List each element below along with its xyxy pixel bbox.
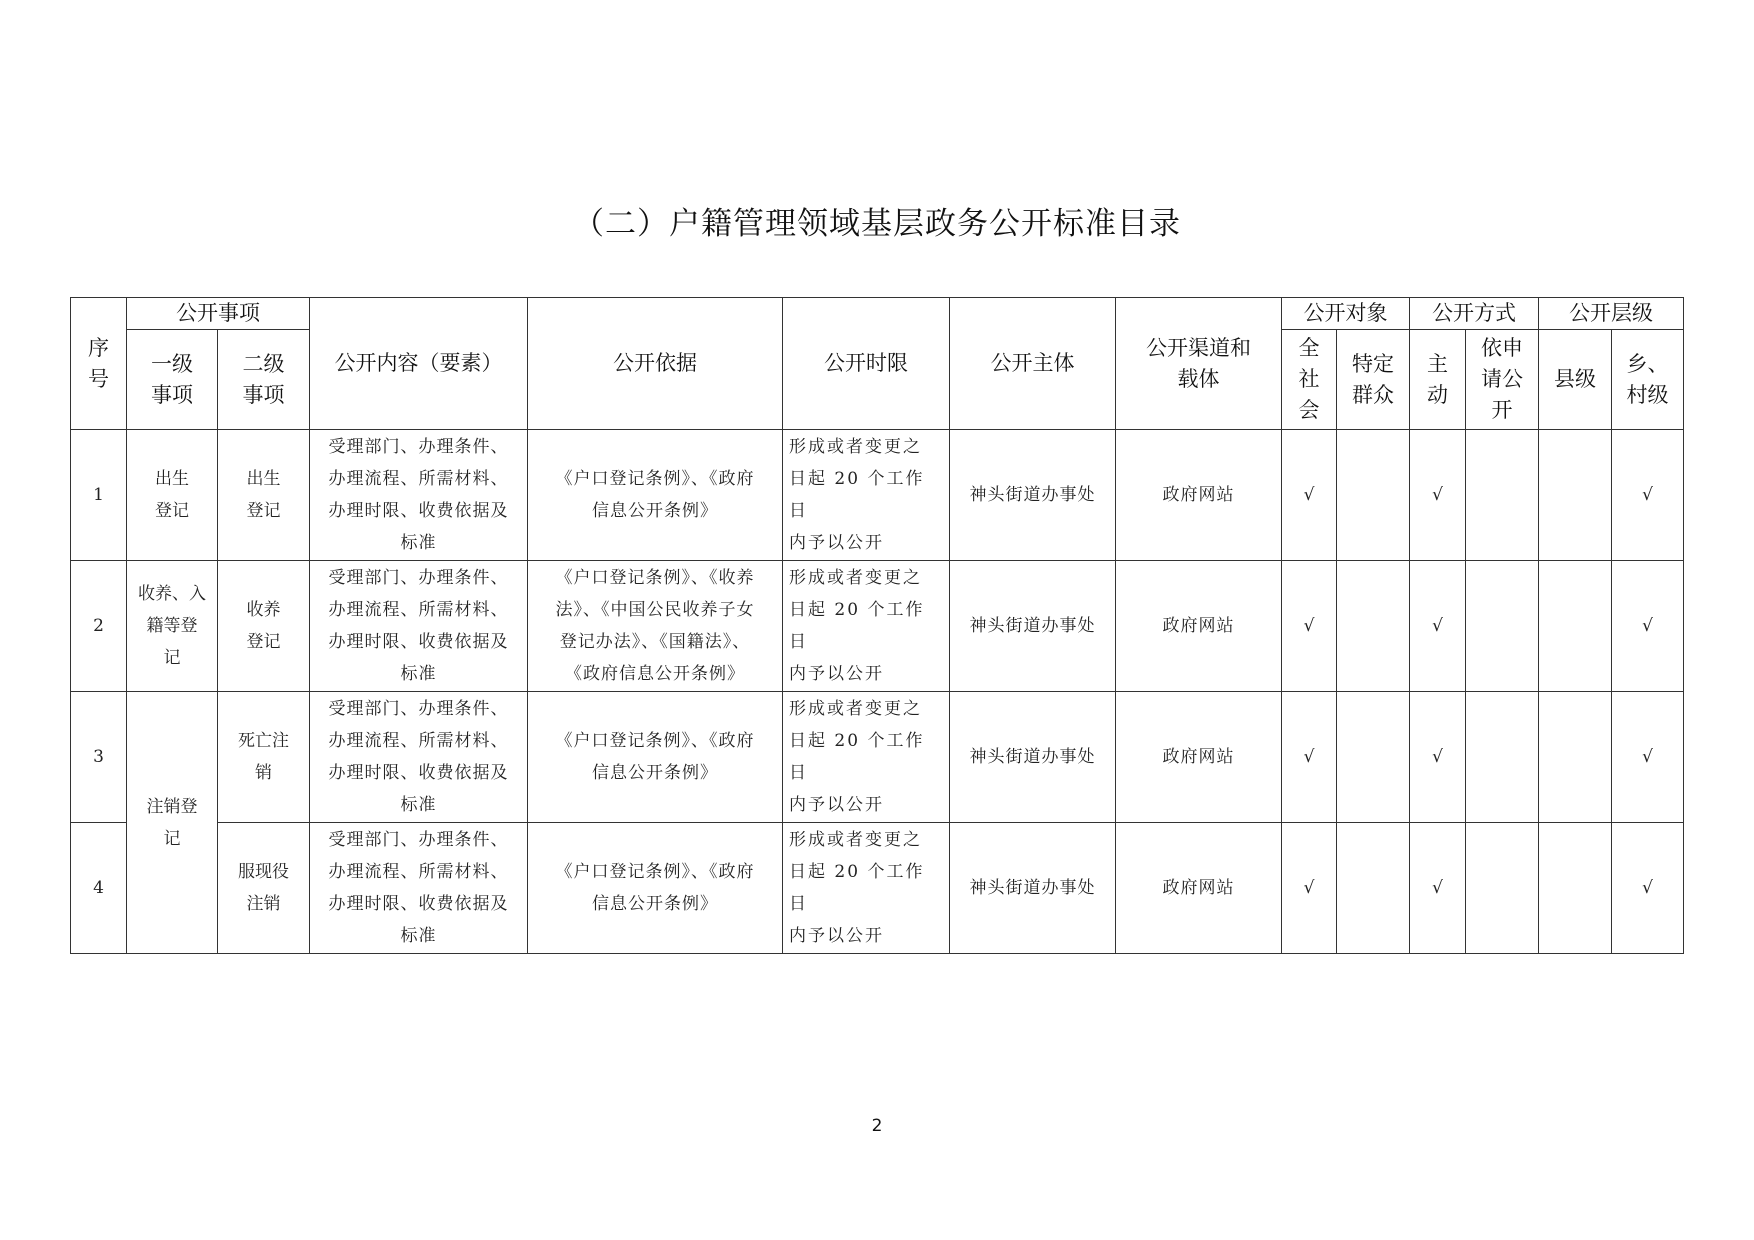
header-content: 公开内容（要素） (310, 298, 528, 430)
cell-level2: 出生 登记 (218, 430, 310, 561)
check-mark: √ (1282, 430, 1337, 561)
cell-content: 受理部门、办理条件、 办理流程、所需材料、 办理时限、收费依据及 标准 (310, 823, 528, 954)
page-title: （二）户籍管理领域基层政务公开标准目录 (573, 206, 1181, 242)
header-level2: 二级 事项 (218, 330, 310, 430)
cell-basis: 《户口登记条例》、《政府 信息公开条例》 (528, 823, 783, 954)
cell-level2: 服现役 注销 (218, 823, 310, 954)
cell-on-request (1466, 823, 1539, 954)
header-row-1 (71, 298, 1684, 330)
cell-on-request (1466, 561, 1539, 692)
header-specific: 特定 群众 (1337, 330, 1410, 430)
cell-content: 受理部门、办理条件、 办理流程、所需材料、 办理时限、收费依据及 标准 (310, 692, 528, 823)
table-row (71, 561, 1684, 692)
header-level1: 一级 事项 (127, 330, 218, 430)
cell-subject: 神头街道办事处 (950, 430, 1116, 561)
cell-county (1539, 561, 1612, 692)
cell-subject: 神头街道办事处 (950, 561, 1116, 692)
cell-level2: 死亡注 销 (218, 692, 310, 823)
cell-county (1539, 823, 1612, 954)
check-mark: √ (1282, 823, 1337, 954)
header-level: 公开层级 (1539, 298, 1684, 330)
cell-basis: 《户口登记条例》、《收养 法》、《中国公民收养子女 登记办法》、《国籍法》、 《政府信息公开条例》 (528, 561, 783, 692)
check-mark: √ (1282, 692, 1337, 823)
check-mark: √ (1410, 823, 1466, 954)
header-method: 公开方式 (1410, 298, 1539, 330)
cell-specific (1337, 430, 1410, 561)
cell-time-limit: 形成或者变更之 日起 20 个工作日 内予以公开 (783, 823, 950, 954)
cell-level1: 出生 登记 (127, 430, 218, 561)
cell-level1: 注销登 记 (127, 692, 218, 954)
header-target: 公开对象 (1282, 298, 1410, 330)
table-row (71, 430, 1684, 561)
header-on-request: 依申 请公 开 (1466, 330, 1539, 430)
cell-specific (1337, 561, 1410, 692)
cell-level1: 收养、入 籍等登 记 (127, 561, 218, 692)
cell-level2: 收养 登记 (218, 561, 310, 692)
check-mark: √ (1410, 430, 1466, 561)
cell-seq: 2 (71, 561, 127, 692)
check-mark: √ (1612, 692, 1684, 823)
cell-subject: 神头街道办事处 (950, 823, 1116, 954)
cell-basis: 《户口登记条例》、《政府 信息公开条例》 (528, 430, 783, 561)
header-active: 主 动 (1410, 330, 1466, 430)
cell-seq: 4 (71, 823, 127, 954)
table-row (71, 692, 1684, 823)
cell-channel: 政府网站 (1116, 692, 1282, 823)
cell-content: 受理部门、办理条件、 办理流程、所需材料、 办理时限、收费依据及 标准 (310, 561, 528, 692)
header-whole-society: 全 社 会 (1282, 330, 1337, 430)
cell-on-request (1466, 430, 1539, 561)
check-mark: √ (1282, 561, 1337, 692)
cell-content: 受理部门、办理条件、 办理流程、所需材料、 办理时限、收费依据及 标准 (310, 430, 528, 561)
header-seq: 序 号 (71, 298, 127, 430)
cell-county (1539, 692, 1612, 823)
check-mark: √ (1612, 823, 1684, 954)
cell-specific (1337, 692, 1410, 823)
header-subject: 公开主体 (950, 298, 1116, 430)
header-county: 县级 (1539, 330, 1612, 430)
header-township: 乡、 村级 (1612, 330, 1684, 430)
cell-basis: 《户口登记条例》、《政府 信息公开条例》 (528, 692, 783, 823)
cell-seq: 3 (71, 692, 127, 823)
header-channel: 公开渠道和 载体 (1116, 298, 1282, 430)
check-mark: √ (1612, 561, 1684, 692)
cell-subject: 神头街道办事处 (950, 692, 1116, 823)
check-mark: √ (1410, 692, 1466, 823)
cell-seq: 1 (71, 430, 127, 561)
page-number: 2 (871, 1116, 883, 1136)
cell-channel: 政府网站 (1116, 561, 1282, 692)
table-row (71, 823, 1684, 954)
cell-channel: 政府网站 (1116, 430, 1282, 561)
cell-county (1539, 430, 1612, 561)
cell-specific (1337, 823, 1410, 954)
cell-channel: 政府网站 (1116, 823, 1282, 954)
header-basis: 公开依据 (528, 298, 783, 430)
header-time-limit: 公开时限 (783, 298, 950, 430)
cell-time-limit: 形成或者变更之 日起 20 个工作日 内予以公开 (783, 692, 950, 823)
header-matters: 公开事项 (127, 298, 310, 330)
disclosure-catalog-table (70, 297, 1684, 954)
cell-on-request (1466, 692, 1539, 823)
check-mark: √ (1410, 561, 1466, 692)
cell-time-limit: 形成或者变更之 日起 20 个工作日 内予以公开 (783, 430, 950, 561)
cell-time-limit: 形成或者变更之 日起 20 个工作日 内予以公开 (783, 561, 950, 692)
check-mark: √ (1612, 430, 1684, 561)
